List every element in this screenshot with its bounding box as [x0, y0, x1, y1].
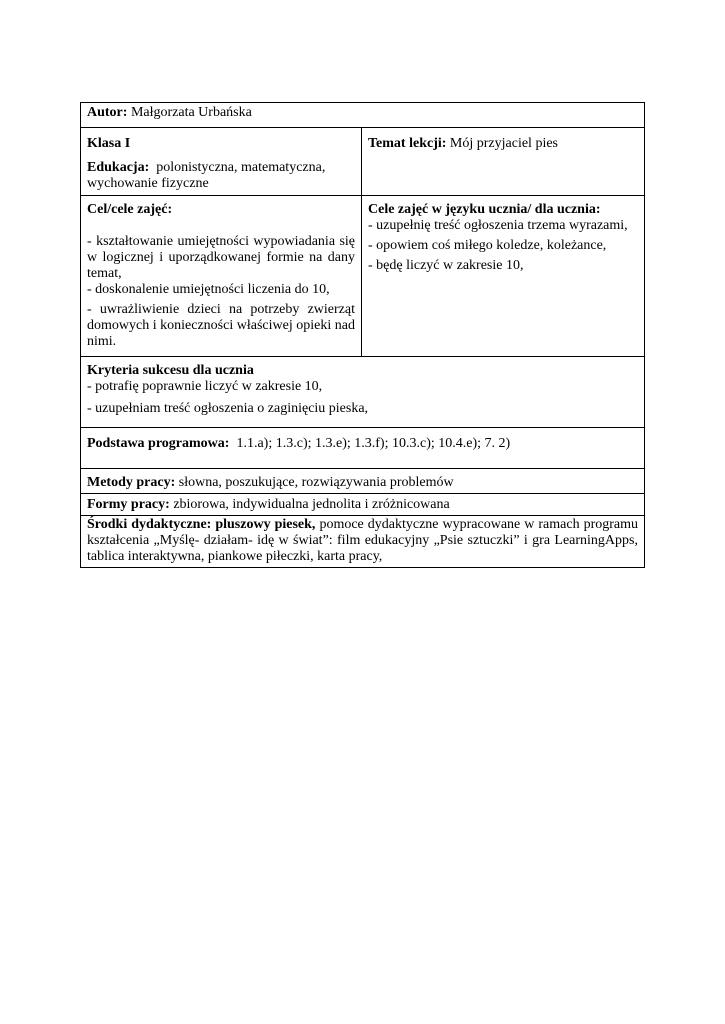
goal-item: - doskonalenie umiejętności liczenia do 10,	[87, 282, 330, 297]
methods-cell	[81, 469, 645, 494]
lesson-plan-document	[80, 102, 644, 568]
student-goal-item: - będę liczyć w zakresie 10,	[368, 258, 524, 273]
forms-cell	[81, 494, 645, 516]
curriculum-cell	[81, 428, 645, 469]
class-topic-row	[81, 128, 645, 196]
goals-cell	[81, 196, 362, 357]
curriculum-value: 1.1.a); 1.3.c); 1.3.e); 1.3.f); 10.3.c); 10.4.e); 7. 2)	[236, 436, 511, 451]
author-cell	[81, 103, 645, 128]
teaching-aids-label: Środki dydaktyczne: pluszowy piesek,	[87, 517, 316, 532]
goals-row	[81, 196, 645, 357]
goal-item: - uwrażliwienie dzieci na potrzeby zwierząt domowych i konieczności właściwej opieki nad nimi.	[87, 302, 355, 349]
author-value: Małgorzata Urbańska	[130, 105, 252, 120]
class-cell	[81, 128, 362, 196]
success-criteria-row	[81, 357, 645, 428]
student-goals-cell	[362, 196, 645, 357]
criteria-item: - potrafię poprawnie liczyć w zakresie 10,	[87, 379, 323, 394]
success-criteria-label: Kryteria sukcesu dla ucznia	[87, 363, 254, 378]
forms-label: Formy pracy:	[87, 497, 170, 512]
education-label: Edukacja:	[87, 160, 150, 175]
methods-row	[81, 469, 645, 494]
success-criteria-cell	[81, 357, 645, 428]
methods-label: Metody pracy:	[87, 475, 176, 490]
student-goal-item: - uzupełnię treść ogłoszenia trzema wyrazami,	[368, 218, 628, 233]
student-goal-item: - opowiem coś miłego koledze, koleżance,	[368, 238, 607, 253]
criteria-item: - uzupełniam treść ogłoszenia o zaginięciu pieska,	[87, 401, 369, 416]
topic-cell	[362, 128, 645, 196]
forms-value: zbiorowa, indywidualna jednolita i zróżnicowana	[173, 497, 450, 512]
topic-value: Mój przyjaciel pies	[449, 136, 558, 151]
methods-value: słowna, poszukujące, rozwiązywania problemów	[178, 475, 454, 490]
goals-label: Cel/cele zajęć:	[87, 202, 173, 217]
teaching-aids-value: pomoce dydaktyczne wypracowane w ramach programu kształcenia „Myślę- działam- idę w świat”: film edukacyjny „Psie sztuczki” i gra LearningApps, tablica interaktywna, piankowe piłeczki, karta pracy,	[87, 517, 638, 564]
topic-label: Temat lekcji:	[368, 136, 447, 151]
teaching-aids-cell	[81, 516, 645, 568]
lesson-plan-table	[80, 102, 645, 568]
goal-item: - kształtowanie umiejętności wypowiadania się w logicznej i uporządkowanej formie na dany temat,	[87, 234, 355, 281]
class-label: Klasa I	[87, 136, 131, 151]
teaching-aids-row	[81, 516, 645, 568]
curriculum-row	[81, 428, 645, 469]
student-goals-label: Cele zajęć w języku ucznia/ dla ucznia:	[368, 202, 601, 217]
author-label: Autor:	[87, 105, 128, 120]
curriculum-label: Podstawa programowa:	[87, 436, 230, 451]
forms-row	[81, 494, 645, 516]
author-row	[81, 103, 645, 128]
education-value: polonistyczna, matematyczna, wychowanie fizyczne	[87, 160, 326, 191]
